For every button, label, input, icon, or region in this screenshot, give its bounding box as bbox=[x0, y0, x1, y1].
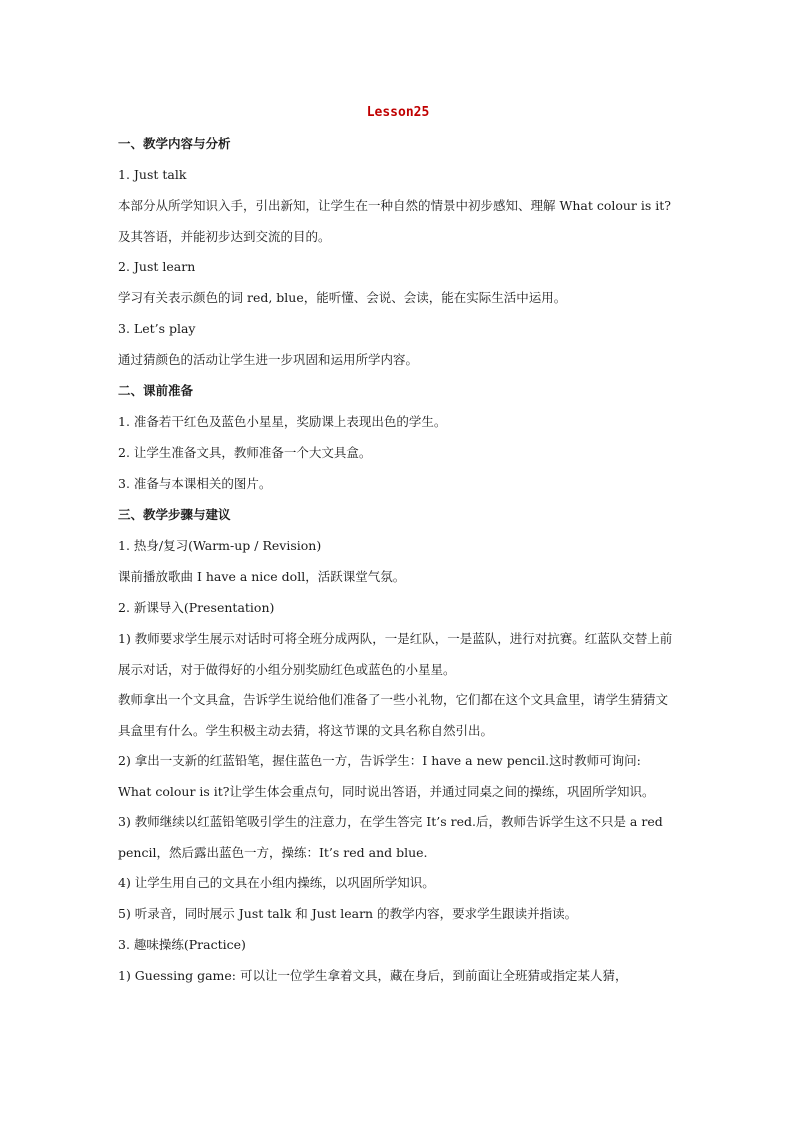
paragraph: 1. 准备若干红色及蓝色小星星，奖励课上表现出色的学生。 bbox=[118, 414, 447, 429]
document-page bbox=[118, 103, 678, 997]
document-body bbox=[118, 134, 678, 986]
paragraph: 学习有关表示颜色的词 red, blue，能听懂、会说、会读，能在实际生活中运用。 bbox=[118, 290, 567, 305]
paragraph: 3) 教师继续以红蓝铅笔吸引学生的注意力，在学生答完 It’s red.后，教师告诉学生这不只是 a red pencil，然后露出蓝色一方，操练：It’s red and blue. bbox=[118, 814, 663, 860]
paragraph: 2. 新课导入(Presentation) bbox=[118, 600, 275, 615]
paragraph: 教师拿出一个文具盒，告诉学生说给他们准备了一些小礼物，它们都在这个文具盒里，请学生猜猜文具盒里有什么。学生积极主动去猜，将这节课的文具名称自然引出。 bbox=[118, 692, 669, 738]
paragraph: 2) 拿出一支新的红蓝铅笔，握住蓝色一方，告诉学生：I have a new pencil.这时教师可询问: What colour is it?让学生体会重点句，同时说出答语，并通过同桌之间的操练，巩固所学知识。 bbox=[118, 753, 655, 799]
paragraph: 2. 让学生准备文具，教师准备一个大文具盒。 bbox=[118, 445, 372, 460]
paragraph: 课前播放歌曲 I have a nice doll，活跃课堂气氛。 bbox=[118, 569, 406, 584]
paragraph: 本部分从所学知识入手，引出新知，让学生在一种自然的情景中初步感知、理解 What colour is it?及其答语，并能初步达到交流的目的。 bbox=[118, 198, 671, 244]
paragraph: 通过猜颜色的活动让学生进一步巩固和运用所学内容。 bbox=[118, 352, 419, 367]
section-heading: 三、教学步骤与建议 bbox=[118, 507, 231, 522]
section-heading: 一、教学内容与分析 bbox=[118, 136, 231, 151]
paragraph: 1) Guessing game: 可以让一位学生拿着文具，藏在身后，到前面让全班猜或指定某人猜， bbox=[118, 968, 628, 983]
paragraph: 1. Just talk bbox=[118, 167, 187, 182]
paragraph: 2. Just learn bbox=[118, 259, 196, 274]
paragraph: 3. Let’s play bbox=[118, 321, 196, 336]
paragraph: 1. 热身/复习(Warm-up / Revision) bbox=[118, 538, 322, 553]
paragraph: 5) 听录音，同时展示 Just talk 和 Just learn 的教学内容，要求学生跟读并指读。 bbox=[118, 906, 578, 921]
paragraph: 1) 教师要求学生展示对话时可将全班分成两队，一是红队，一是蓝队，进行对抗赛。红蓝队交替上前展示对话，对于做得好的小组分别奖励红色或蓝色的小星星。 bbox=[118, 631, 673, 677]
paragraph: 4) 让学生用自己的文具在小组内操练，以巩固所学知识。 bbox=[118, 875, 435, 890]
document-title: Lesson25 bbox=[366, 105, 430, 120]
paragraph: 3. 趣味操练(Practice) bbox=[118, 937, 246, 952]
section-heading: 二、课前准备 bbox=[118, 383, 194, 398]
paragraph: 3. 准备与本课相关的图片。 bbox=[118, 476, 272, 491]
